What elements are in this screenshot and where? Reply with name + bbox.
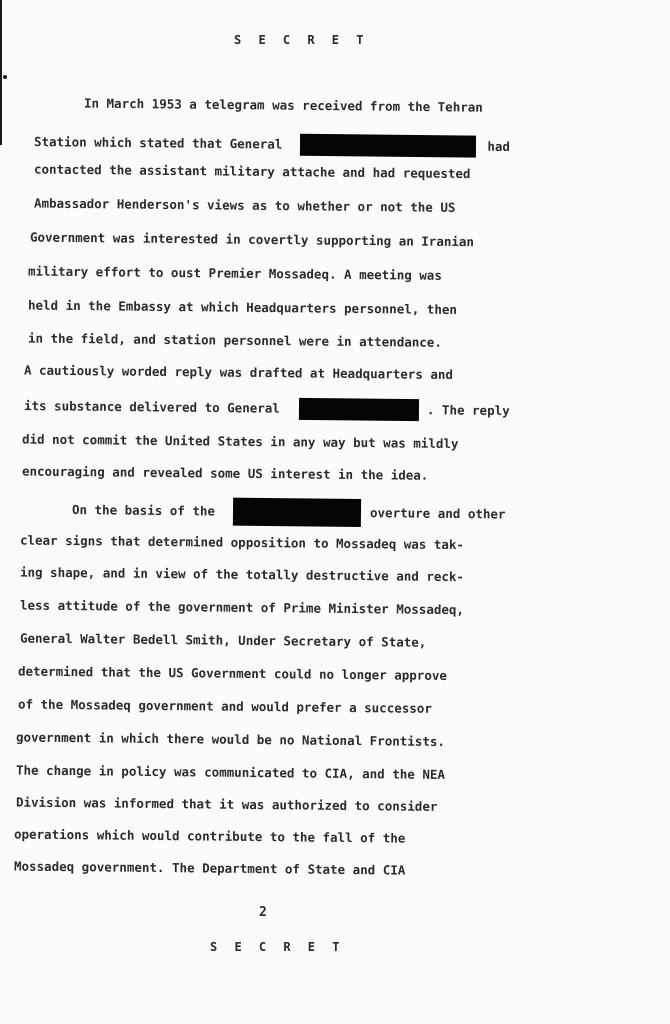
page-number: 2 <box>259 905 267 920</box>
text-line: government in which there would be no National Frontists. <box>15 729 446 749</box>
text-line: On the basis of the overture and other <box>72 496 506 529</box>
text-line: contacted the assistant military attache and had requested <box>33 161 471 182</box>
text-line: clear signs that determined opposition to Mossadeq was tak- <box>19 532 465 553</box>
text-line: Division was informed that it was authorized to consider <box>15 794 438 814</box>
text-line: Government was interested in covertly supporting an Iranian <box>29 229 475 250</box>
redaction-block <box>299 398 419 421</box>
text-line: of the Mossadeq government and would prefer a successor <box>17 696 432 716</box>
text-line: Mossadeq government. The Department of State and CIA <box>13 858 406 878</box>
text-line: ing shape, and in view of the totally destructive and reck- <box>19 564 465 585</box>
redaction-block <box>300 134 476 158</box>
text-line: encouraging and revealed some US interest in the idea. <box>21 463 429 483</box>
text-line: In March 1953 a telegram was received from the Tehran <box>83 95 483 115</box>
text-line: Ambassador Henderson's views as to whether or not the US <box>33 195 456 215</box>
text-line: The change in policy was communicated to CIA, and the NEA <box>15 762 446 782</box>
text-line: did not commit the United States in any way but was mildly <box>21 431 459 452</box>
text-line: Station which stated that General had <box>34 131 510 158</box>
text-line: operations which would contribute to the fall of the <box>13 826 406 846</box>
text-line: A cautiously worded reply was drafted at Headquarters and <box>23 362 454 382</box>
classification-header: S E C R E T <box>234 33 369 47</box>
text-line: its substance delivered to General . The reply <box>24 395 510 422</box>
classification-footer: S E C R E T <box>210 940 345 954</box>
text-line: in the field, and station personnel were in attendance. <box>27 330 442 350</box>
text-line: military effort to oust Premier Mossadeq. A meeting was <box>27 263 442 283</box>
text-line: General Walter Bedell Smith, Under Secretary of State, <box>19 630 427 650</box>
text-line: determined that the US Government could no longer approve <box>17 663 448 683</box>
redaction-block <box>232 498 360 527</box>
text-line: held in the Embassy at which Headquarters personnel, then <box>27 297 458 317</box>
text-line: less attitude of the government of Prime Minister Mossadeq, <box>19 597 465 618</box>
